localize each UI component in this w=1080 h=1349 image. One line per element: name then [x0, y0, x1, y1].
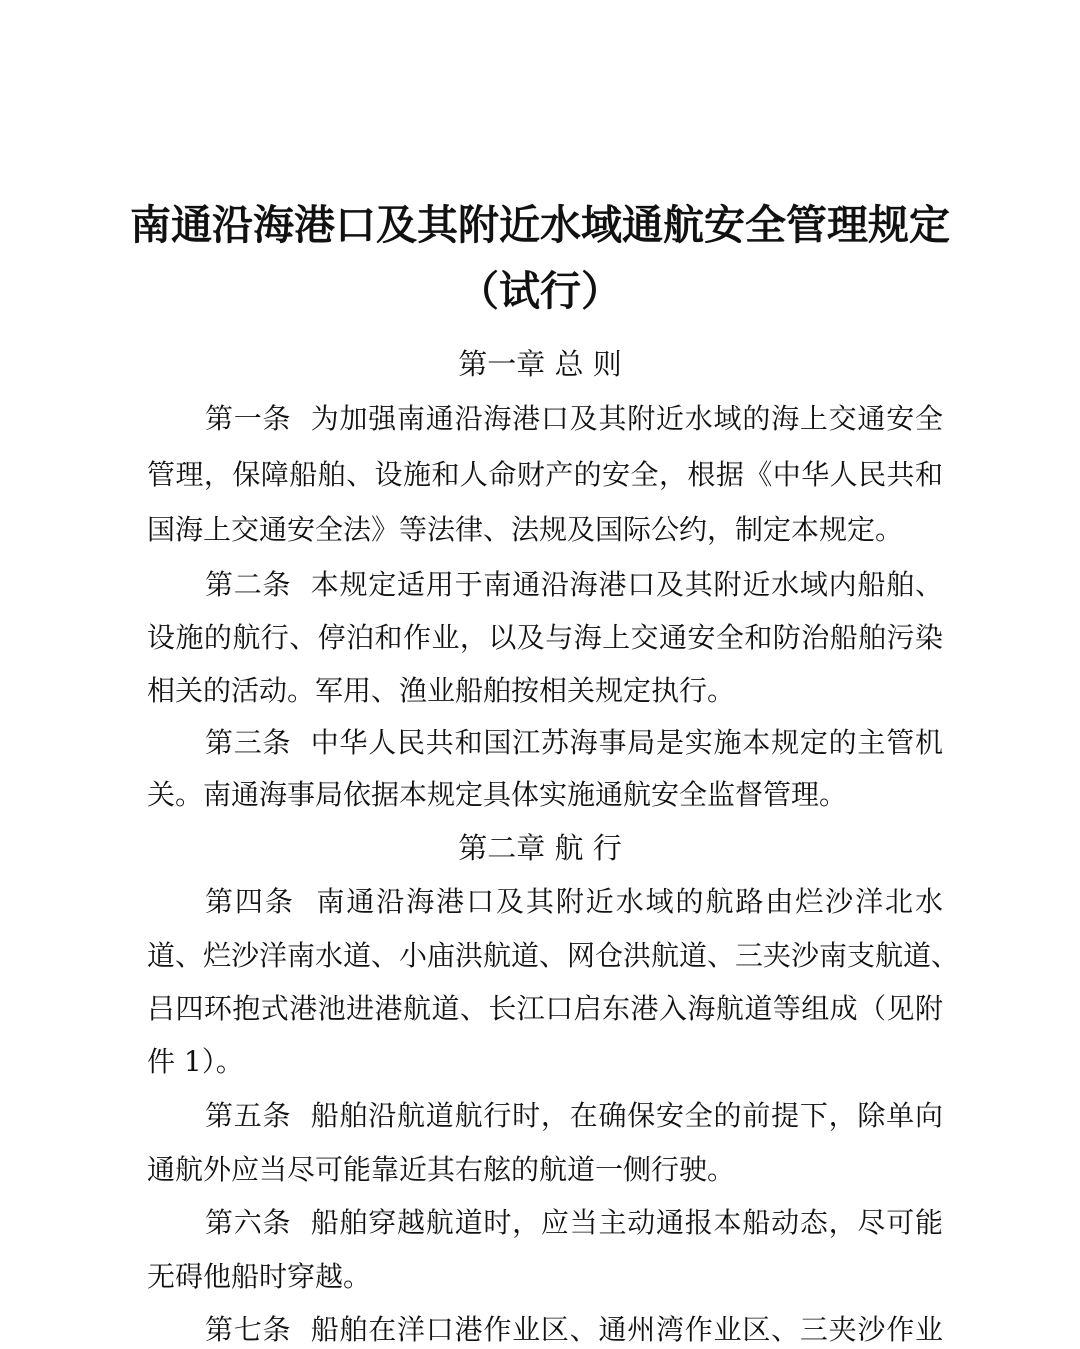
article-1-label: 第一条	[205, 402, 292, 435]
article-2-line-3: 相关的活动。军用、渔业船舶按相关规定执行。	[147, 674, 736, 707]
article-4-line-4: 件 1）。	[147, 1045, 244, 1078]
article-1-line-1	[205, 397, 943, 437]
article-3-line-1	[205, 721, 943, 761]
article-1-text-1: 为加强南通沿海港口及其附近水域的海上交通安全	[310, 402, 943, 435]
article-5-label: 第五条	[205, 1099, 292, 1132]
article-1-line-3: 国海上交通安全法》等法律、法规及国际公约，制定本规定。	[147, 513, 904, 546]
article-2-line-2: 设施的航行、停泊和作业，以及与海上交通安全和防治船舶污染	[147, 621, 943, 654]
article-2-line-1	[205, 563, 943, 603]
article-2-text-1: 本规定适用于南通沿海港口及其附近水域内船舶、	[310, 568, 943, 601]
article-4-label: 第四条	[205, 885, 295, 918]
chapter-heading-2: 第二章 航 行	[458, 831, 622, 865]
article-7-line-1	[205, 1308, 943, 1348]
article-5-text-1: 船舶沿航道航行时，在确保安全的前提下，除单向	[310, 1099, 943, 1132]
article-6-text-1: 船舶穿越航道时，应当主动通报本船动态，尽可能	[310, 1206, 943, 1239]
article-3-text-1: 中华人民共和国江苏海事局是实施本规定的主管机	[310, 726, 943, 759]
article-4-line-1	[205, 880, 943, 920]
article-4-line-2: 道、烂沙洋南水道、小庙洪航道、网仓洪航道、三夹沙南支航道、	[147, 939, 960, 972]
article-5-line-1	[205, 1094, 943, 1134]
article-3-line-2: 关。南通海事局依据本规定具体实施通航安全监督管理。	[147, 778, 848, 811]
article-6-line-1	[205, 1201, 943, 1241]
article-2-label: 第二条	[205, 568, 292, 601]
article-7-label: 第七条	[205, 1313, 292, 1346]
article-7-text-1: 船舶在洋口港作业区、通州湾作业区、三夹沙作业	[310, 1313, 943, 1346]
document-title: 南通沿海港口及其附近水域通航安全管理规定	[130, 201, 950, 249]
article-4-text-1: 南通沿海港口及其附近水域的航路由烂沙洋北水	[316, 885, 943, 918]
article-3-label: 第三条	[205, 726, 292, 759]
chapter-heading-1: 第一章 总 则	[458, 347, 622, 381]
article-6-line-2: 无碍他船时穿越。	[147, 1260, 372, 1293]
article-1-line-2: 管理，保障船舶、设施和人命财产的安全，根据《中华人民共和	[147, 458, 943, 491]
document-subtitle: （试行）	[458, 267, 622, 315]
article-6-label: 第六条	[205, 1206, 292, 1239]
article-4-line-3: 吕四环抱式港池进港航道、长江口启东港入海航道等组成（见附	[147, 992, 943, 1025]
article-5-line-2: 通航外应当尽可能靠近其右舷的航道一侧行驶。	[147, 1153, 736, 1186]
